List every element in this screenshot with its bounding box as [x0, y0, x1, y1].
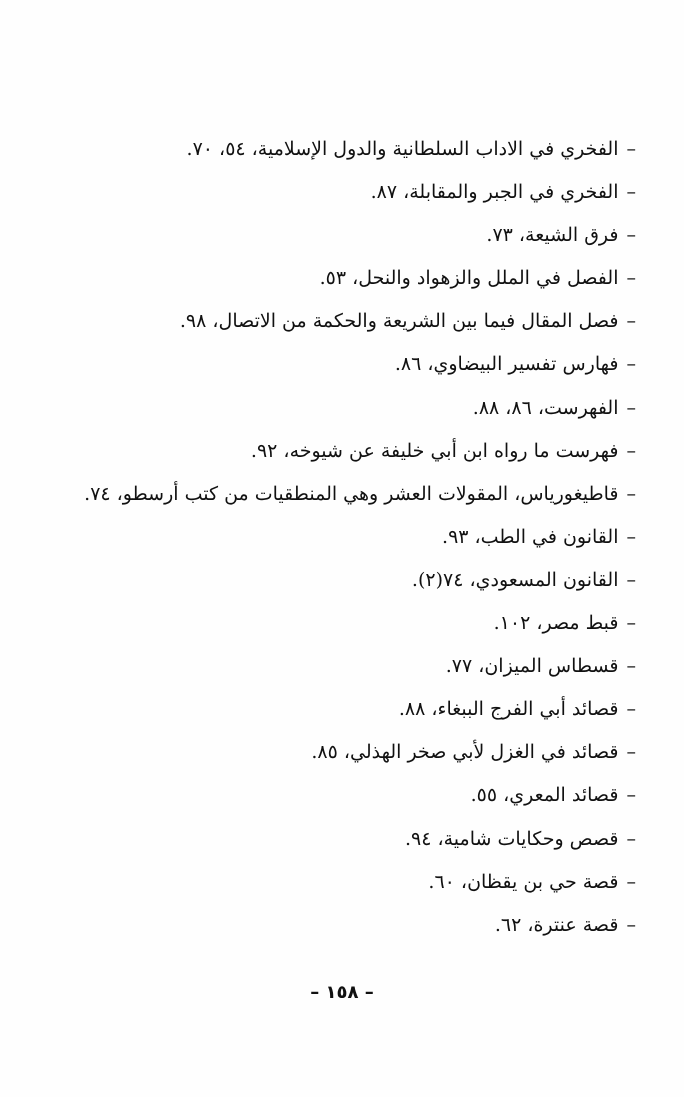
entry-text: القانون في الطب، ٩٣. [442, 525, 619, 548]
index-entry [36, 171, 636, 214]
entry-dash: – [626, 741, 636, 764]
entry-text: فهارس تفسير البيضاوي، ٨٦. [394, 353, 619, 376]
entry-text: قصة عنترة، ٦٢. [494, 913, 619, 936]
entry-dash: – [626, 827, 636, 850]
index-entry [36, 516, 636, 559]
index-entry [36, 602, 636, 645]
entry-dash: – [626, 913, 636, 936]
entry-dash: – [626, 612, 636, 635]
entry-text: الفهرست، ٨٦، ٨٨. [472, 396, 619, 419]
index-entry [36, 387, 636, 430]
entry-text: قصائد المعري، ٥٥. [470, 784, 619, 807]
index-entry [36, 473, 636, 516]
entry-dash: – [626, 698, 636, 721]
index-entry [36, 645, 636, 688]
entry-dash: – [626, 224, 636, 247]
entry-dash: – [626, 181, 636, 204]
index-entry [36, 343, 636, 386]
entry-text: فهرست ما رواه ابن أبي خليفة عن شيوخه، ٩٢. [250, 439, 619, 462]
index-entry [36, 904, 636, 947]
entry-text: قصائد أبي الفرج الببغاء، ٨٨. [398, 698, 619, 721]
entry-dash: – [626, 870, 636, 893]
index-entry [36, 774, 636, 817]
entry-dash: – [626, 655, 636, 678]
entry-text: قسطاس الميزان، ٧٧. [445, 655, 619, 678]
entry-text: القانون المسعودي، ٧٤(٢). [411, 568, 619, 591]
entry-dash: – [626, 396, 636, 419]
entry-text: قبط مصر، ١٠٢. [493, 612, 619, 635]
entry-dash: – [626, 439, 636, 462]
entry-text: قاطيغورياس، المقولات العشر وهي المنطقيات من كتب أرسطو، ٧٤. [84, 482, 619, 505]
entry-dash: – [626, 310, 636, 333]
entry-dash: – [626, 138, 636, 160]
entry-text: قصة حي بن يقظان، ٦٠. [428, 870, 619, 893]
entry-dash: – [626, 784, 636, 807]
index-entry [36, 861, 636, 904]
index-entry [36, 430, 636, 473]
index-entry [36, 688, 636, 731]
index-entry [36, 128, 636, 171]
entry-text: قصص وحكايات شامية، ٩٤. [404, 827, 619, 850]
bibliography-index-list [36, 128, 636, 947]
entry-dash: – [626, 267, 636, 290]
page-number: – ١٥٨ – [310, 982, 374, 1003]
entry-text: قصائد في الغزل لأبي صخر الهذلي، ٨٥. [311, 741, 619, 764]
entry-text: فصل المقال فيما بين الشريعة والحكمة من الاتصال، ٩٨. [179, 310, 619, 333]
index-entry [36, 559, 636, 602]
entry-dash: – [626, 525, 636, 548]
entry-dash: – [626, 568, 636, 591]
index-entry [36, 214, 636, 257]
index-entry [36, 731, 636, 774]
index-entry [36, 257, 636, 300]
entry-dash: – [626, 482, 636, 505]
entry-text: الفصل في الملل والزهواد والنحل، ٥٣. [319, 267, 619, 290]
index-entry [36, 300, 636, 343]
entry-text: فرق الشيعة، ٧٣. [486, 224, 619, 247]
entry-dash: – [626, 353, 636, 376]
entry-text: الفخري في الجبر والمقابلة، ٨٧. [370, 181, 619, 204]
entry-text: الفخري في الاداب السلطانية والدول الإسلامية، ٥٤، ٧٠. [186, 138, 619, 160]
index-entry [36, 818, 636, 861]
